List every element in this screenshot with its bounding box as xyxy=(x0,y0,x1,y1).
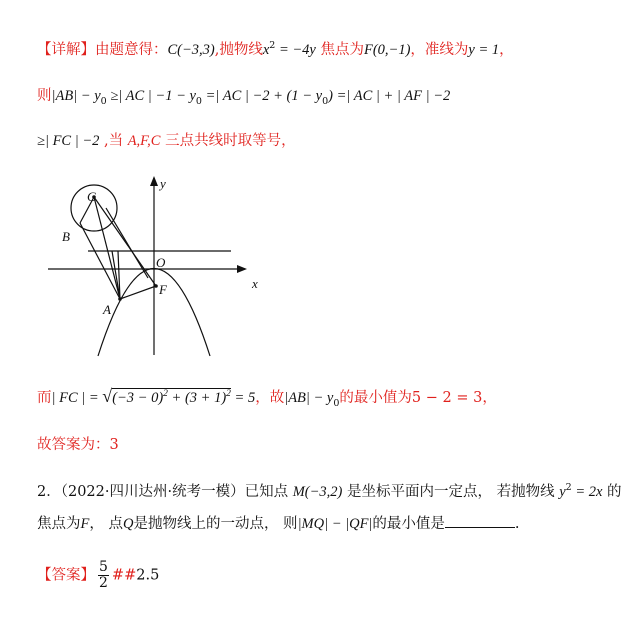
problem2-focus: F xyxy=(80,516,90,532)
frac-numerator: 5 xyxy=(99,559,108,575)
result-prefix: 而 xyxy=(37,390,52,406)
answer2-sep: ## xyxy=(111,567,137,584)
problem2-text1: 已知点 xyxy=(244,484,293,500)
answer2-fraction xyxy=(98,560,109,591)
result-radical xyxy=(112,388,231,406)
result-fc: | FC | = xyxy=(51,390,103,406)
result-eq: = 5 xyxy=(230,390,256,406)
directrix-text: ，准线为 xyxy=(410,42,469,58)
problem2-line-1 xyxy=(37,480,622,501)
label-f: F xyxy=(159,282,167,297)
problem2-line2-b: ， 点 xyxy=(89,516,123,532)
problem2-line2-d: 的最小值是 xyxy=(372,516,445,532)
result-end: ， xyxy=(482,390,497,406)
problem2-point-q: Q xyxy=(122,516,134,532)
result-min-text: 的最小值为 xyxy=(339,390,412,406)
problem2-line2-end: . xyxy=(514,516,520,532)
ineq-sub0: 0 xyxy=(100,95,107,107)
answer2-tag: 【答案】 xyxy=(37,567,95,584)
y-axis-arrow xyxy=(150,176,158,186)
ineq2-note-suffix: 三点共线时取等号， xyxy=(160,133,296,149)
label-o: O xyxy=(156,255,166,270)
detail-intro: 由题意得： xyxy=(95,42,168,58)
ineq-sub2: 0 xyxy=(322,95,329,107)
label-c: C xyxy=(87,189,96,204)
ineq2-note-points: A,F,C xyxy=(127,133,161,149)
directrix-eq: y = 1 xyxy=(468,42,500,58)
result-expr: |AB| − y xyxy=(284,390,334,406)
answer2-line xyxy=(37,560,159,591)
problem2-expr: |MQ| − |QF| xyxy=(297,516,373,532)
x-axis-arrow xyxy=(237,265,247,273)
label-x: x xyxy=(252,276,258,291)
geometry-figure xyxy=(40,168,280,368)
radicand-a: (−3 − 0) xyxy=(112,390,164,406)
parabola-rhs: = −4y xyxy=(275,42,316,58)
problem2-parabola-rhs: = 2x xyxy=(571,484,603,500)
problem2-parabola: y xyxy=(559,484,566,500)
result-min-calc: 5 − 2 = 3 xyxy=(411,390,483,406)
radicand-b: + (3 + 1) xyxy=(167,390,227,406)
inequality-line-2 xyxy=(37,129,296,150)
answer2-alt: 2.5 xyxy=(136,567,160,584)
problem2-line-2 xyxy=(37,512,520,533)
problem2-line2-c: 是抛物线上的一动点， 则 xyxy=(133,516,298,532)
problem2-line2-a: 焦点为 xyxy=(37,516,81,532)
parabola-lhs: x xyxy=(262,42,270,58)
detail-line xyxy=(37,38,514,59)
ineq2-note-prefix: ,当 xyxy=(99,133,128,149)
answer-blank xyxy=(445,515,515,528)
exp-a: 2 xyxy=(163,389,168,400)
label-y: y xyxy=(160,176,166,191)
label-a: A xyxy=(103,302,111,317)
problem2-parabola-exp: 2 xyxy=(565,482,572,494)
ineq2-expr: ≥| FC | −2 xyxy=(37,133,100,149)
problem2-text2: 是坐标平面内一定点， 若抛物线 xyxy=(342,484,560,500)
ineq-rest1: ≥| AC | −1 − y xyxy=(106,88,196,104)
focus-text: 焦点为 xyxy=(320,42,364,58)
problem2-number: 2． xyxy=(37,484,61,500)
point-c: C(−3,3) xyxy=(167,42,215,58)
detail-end: ， xyxy=(499,42,514,58)
problem2-text3: 的 xyxy=(602,484,622,500)
parabola-exp: 2 xyxy=(269,40,276,52)
answer-line: 故答案为：3 xyxy=(37,437,119,453)
ineq-prefix: 则 xyxy=(37,88,52,104)
focus-point: F(0,−1) xyxy=(363,42,411,58)
label-b: B xyxy=(62,229,70,244)
ineq-rest2: =| AC | −2 + (1 − y xyxy=(201,88,323,104)
result-sub: 0 xyxy=(333,397,340,409)
ineq-sub1: 0 xyxy=(195,95,202,107)
detail-tag: 【详解】 xyxy=(37,42,95,58)
ineq-rest3: ) =| AC | + | AF | −2 xyxy=(328,88,451,104)
inequality-line-1 xyxy=(37,84,450,107)
result-comma: ，故 xyxy=(255,390,285,406)
result-line: 而| FC | = $√(-3 - 0)^2 + (3 + 1)^2 = 5$，故$|AB| - y_0$的最小值为5 − 2 = 3， xyxy=(37,386,497,409)
ineq-expr: |AB| − y xyxy=(51,88,101,104)
point-m: M(−3,2) xyxy=(292,484,343,500)
exp-b: 2 xyxy=(226,389,231,400)
frac-denominator: 2 xyxy=(99,575,108,591)
detail-sep: ,抛物线 xyxy=(214,42,263,58)
problem2-source: （2022·四川达州·统考一模） xyxy=(60,484,245,500)
